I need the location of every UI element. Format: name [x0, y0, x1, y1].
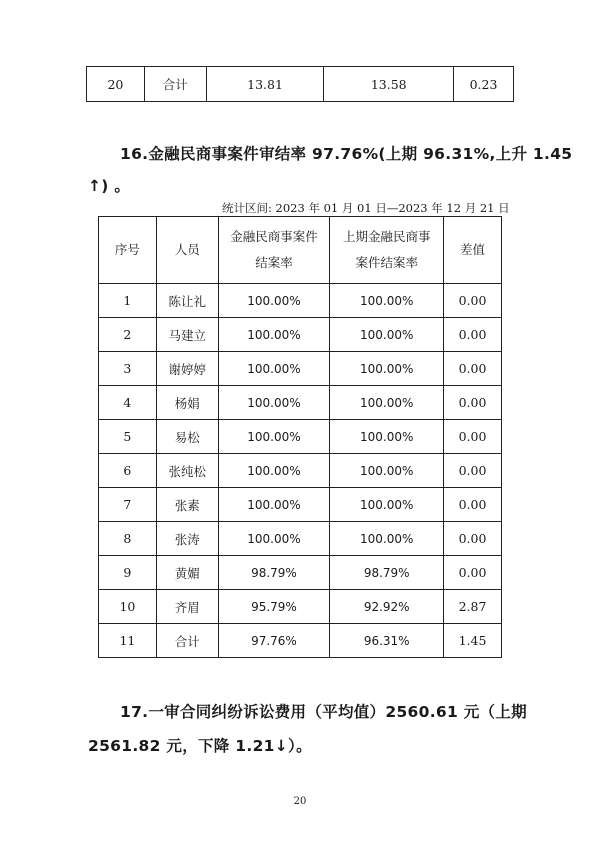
- row-diff-cell: 0.00: [444, 522, 502, 556]
- row-person-cell: 陈让礼: [156, 284, 218, 318]
- row-index-cell: 11: [99, 624, 157, 658]
- table-row: [99, 556, 502, 590]
- header-rate-line2: 结案率: [255, 255, 293, 270]
- table-row: [99, 488, 502, 522]
- table-row: [99, 420, 502, 454]
- section-16-heading-cont: ↑) 。: [88, 177, 131, 195]
- header-rate: [218, 217, 330, 284]
- row-prev-rate-cell: 92.92%: [330, 590, 444, 624]
- header-prev-line1: 上期金融民商事: [342, 229, 431, 244]
- row-prev-rate-cell: 100.00%: [330, 454, 444, 488]
- table-row: [99, 318, 502, 352]
- row-index-cell: 4: [99, 386, 157, 420]
- header-rate-line1: 金融民商事案件: [230, 229, 318, 244]
- table-cell-diff: 0.23: [454, 67, 514, 102]
- row-rate-cell: 100.00%: [218, 454, 330, 488]
- row-rate-cell: 95.79%: [218, 590, 330, 624]
- row-prev-rate-cell: 98.79%: [330, 556, 444, 590]
- table-row: [99, 284, 502, 318]
- table-row: [99, 352, 502, 386]
- row-person-cell: 易松: [156, 420, 218, 454]
- row-person-cell: 黄媚: [156, 556, 218, 590]
- row-index-cell: 2: [99, 318, 157, 352]
- row-diff-cell: 2.87: [444, 590, 502, 624]
- header-person: 人员: [156, 217, 218, 284]
- header-index: 序号: [99, 217, 157, 284]
- row-diff-cell: 0.00: [444, 420, 502, 454]
- row-index-cell: 1: [99, 284, 157, 318]
- row-prev-rate-cell: 100.00%: [330, 386, 444, 420]
- row-diff-cell: 0.00: [444, 488, 502, 522]
- row-person-cell: 谢婷婷: [156, 352, 218, 386]
- table-row: [99, 454, 502, 488]
- row-diff-cell: 0.00: [444, 284, 502, 318]
- stat-range: 统计区间: 2023 年 01 月 01 日—2023 年 12 月 21 日: [222, 201, 510, 215]
- row-prev-rate-cell: 100.00%: [330, 284, 444, 318]
- row-rate-cell: 98.79%: [218, 556, 330, 590]
- row-rate-cell: 97.76%: [218, 624, 330, 658]
- table-cell-prev-value: 13.58: [324, 67, 454, 102]
- row-person-cell: 张涛: [156, 522, 218, 556]
- row-index-cell: 7: [99, 488, 157, 522]
- row-person-cell: 杨娟: [156, 386, 218, 420]
- header-prev-rate: [330, 217, 444, 284]
- row-prev-rate-cell: 100.00%: [330, 522, 444, 556]
- row-person-cell: 马建立: [156, 318, 218, 352]
- row-diff-cell: 0.00: [444, 318, 502, 352]
- page-number: 20: [293, 796, 307, 807]
- row-rate-cell: 100.00%: [218, 420, 330, 454]
- table-row: [99, 522, 502, 556]
- row-diff-cell: 0.00: [444, 454, 502, 488]
- row-diff-cell: 0.00: [444, 386, 502, 420]
- section-16-heading: 16.金融民商事案件审结率 97.76%(上期 96.31%,上升 1.45: [120, 145, 573, 163]
- row-person-cell: 合计: [156, 624, 218, 658]
- row-index-cell: 6: [99, 454, 157, 488]
- row-rate-cell: 100.00%: [218, 488, 330, 522]
- table-row: [99, 590, 502, 624]
- table-row: [99, 386, 502, 420]
- table-cell-label: 合计: [144, 67, 206, 102]
- table-cell-no: 20: [87, 67, 145, 102]
- row-prev-rate-cell: 100.00%: [330, 420, 444, 454]
- table-row: [87, 67, 514, 102]
- row-person-cell: 齐眉: [156, 590, 218, 624]
- row-index-cell: 5: [99, 420, 157, 454]
- row-rate-cell: 100.00%: [218, 386, 330, 420]
- row-rate-cell: 100.00%: [218, 522, 330, 556]
- row-index-cell: 8: [99, 522, 157, 556]
- row-diff-cell: 0.00: [444, 556, 502, 590]
- row-index-cell: 10: [99, 590, 157, 624]
- row-index-cell: 3: [99, 352, 157, 386]
- section-17-heading: 17.一审合同纠纷诉讼费用（平均值）2560.61 元（上期: [120, 703, 527, 721]
- row-diff-cell: 1.45: [444, 624, 502, 658]
- table-cell-value: 13.81: [206, 67, 324, 102]
- row-diff-cell: 0.00: [444, 352, 502, 386]
- row-person-cell: 张纯松: [156, 454, 218, 488]
- row-rate-cell: 100.00%: [218, 318, 330, 352]
- table-header-row: [99, 217, 502, 284]
- section-17-heading-cont: 2561.82 元，下降 1.21↓）。: [88, 737, 312, 755]
- header-prev-line2: 案件结案率: [355, 255, 418, 270]
- row-rate-cell: 100.00%: [218, 284, 330, 318]
- header-diff: 差值: [444, 217, 502, 284]
- row-rate-cell: 100.00%: [218, 352, 330, 386]
- row-prev-rate-cell: 96.31%: [330, 624, 444, 658]
- previous-table-total-row: [86, 66, 514, 102]
- row-person-cell: 张素: [156, 488, 218, 522]
- row-prev-rate-cell: 100.00%: [330, 488, 444, 522]
- row-index-cell: 9: [99, 556, 157, 590]
- financial-case-closure-table: [98, 216, 502, 658]
- row-prev-rate-cell: 100.00%: [330, 352, 444, 386]
- row-prev-rate-cell: 100.00%: [330, 318, 444, 352]
- table-row: [99, 624, 502, 658]
